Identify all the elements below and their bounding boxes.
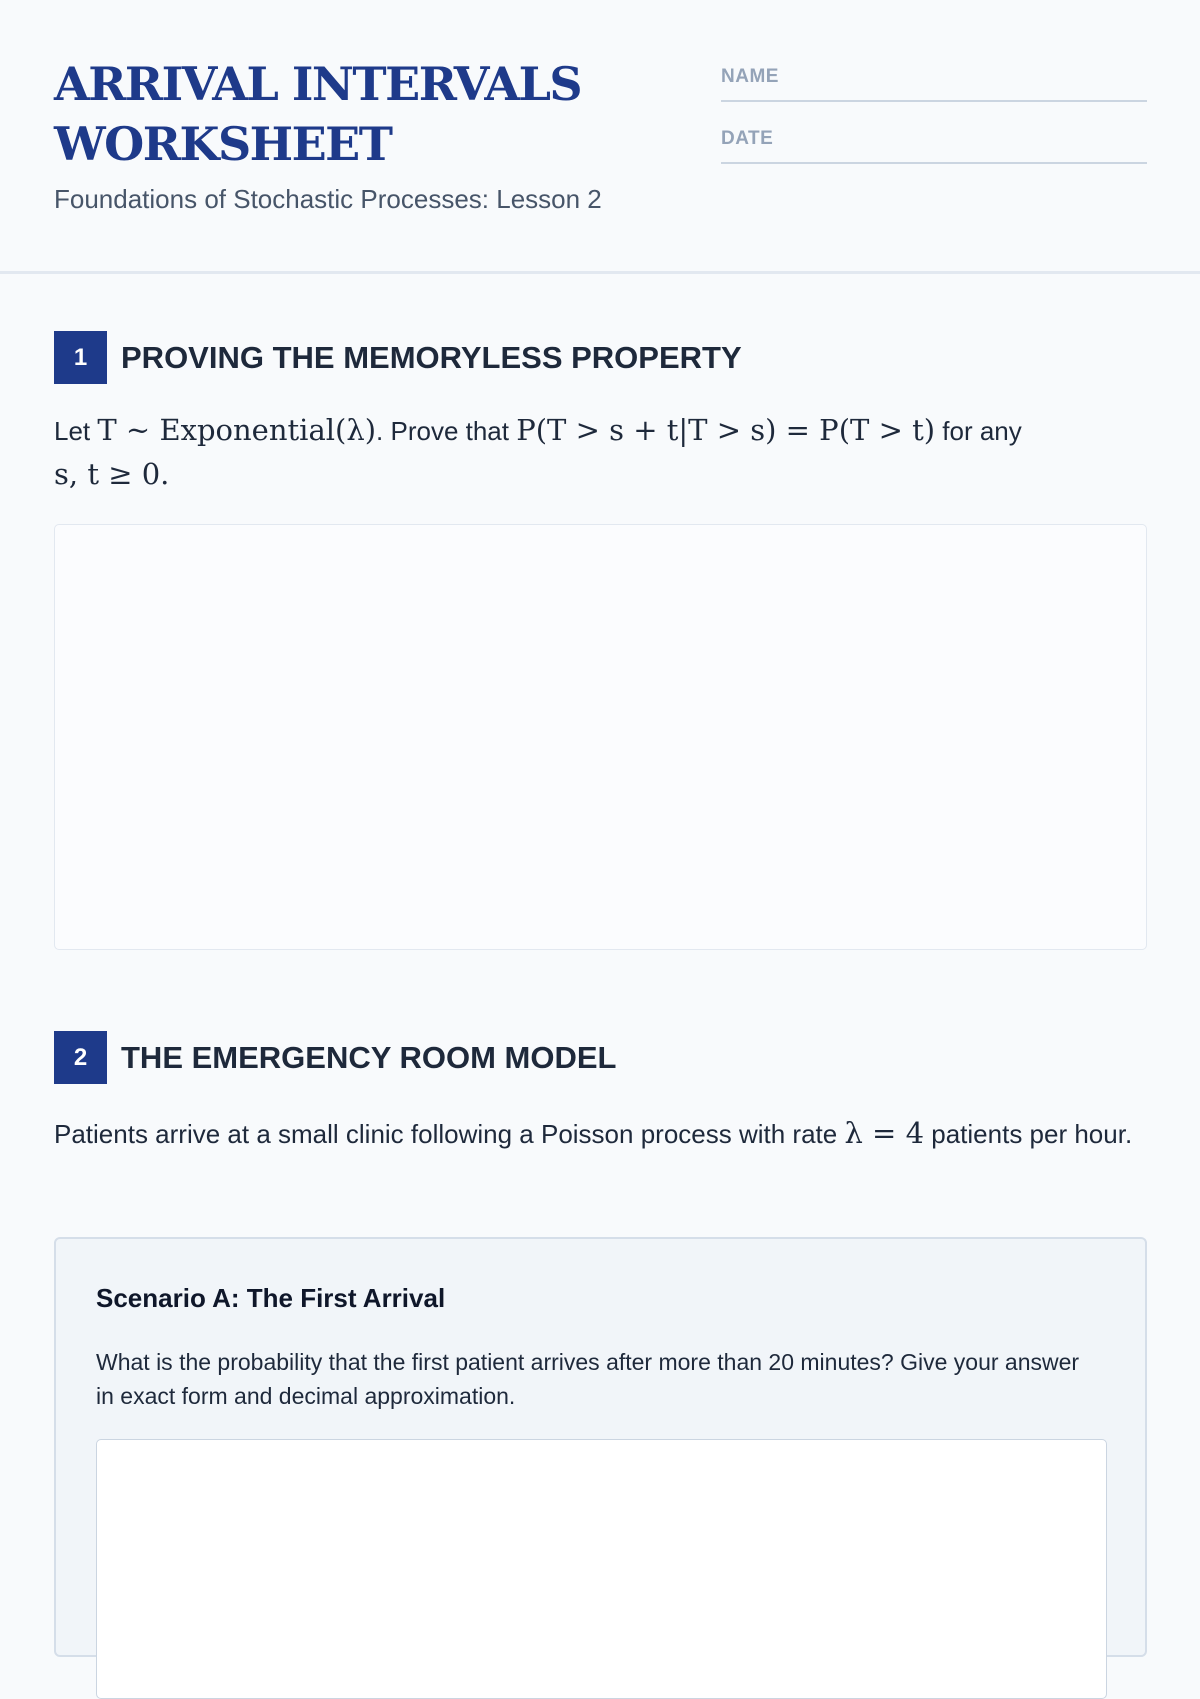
section-2-prompt [54, 1112, 1144, 1156]
math-distribution: T ~ Exponential(λ) [97, 413, 377, 447]
section-1-answer-box[interactable] [54, 524, 1147, 950]
math-domain: s, t ≥ 0. [54, 457, 170, 491]
section-1-prompt-suffix: for any [935, 416, 1022, 446]
section-2-title: THE EMERGENCY ROOM MODEL [121, 1039, 617, 1075]
date-field[interactable] [721, 124, 1147, 164]
section-1-prompt-prefix: Let [54, 416, 98, 446]
section-2-prompt-prefix: Patients arrive at a small clinic following a Poisson process with rate [54, 1119, 845, 1149]
name-label: NAME [721, 66, 779, 87]
section-1-heading [54, 331, 742, 384]
scenario-a-card [54, 1237, 1147, 1657]
section-2-number-badge: 2 [54, 1031, 107, 1084]
section-1-prompt [54, 409, 1144, 497]
name-field[interactable] [721, 62, 1147, 102]
scenario-a-question: What is the probability that the first patient arrives after more than 20 minutes? Give your answer in exact form and decimal approximation. [96, 1349, 1080, 1409]
section-2-heading [54, 1031, 616, 1084]
math-rate: λ = 4 [844, 1116, 925, 1150]
scenario-a-answer-box[interactable] [96, 1439, 1107, 1699]
section-1-prompt-middle: . Prove that [376, 416, 517, 446]
worksheet-subtitle: Foundations of Stochastic Processes: Lesson 2 [54, 184, 602, 214]
section-1-number-badge: 1 [54, 331, 107, 384]
title-line-2: WORKSHEET [54, 117, 392, 171]
math-memoryless-equation: P(T > s + t|T > s) = P(T > t) [516, 413, 936, 447]
worksheet-title [54, 54, 581, 174]
section-2-prompt-suffix: patients per hour. [924, 1119, 1133, 1149]
title-line-1: ARRIVAL INTERVALS [54, 57, 582, 111]
section-1-title: PROVING THE MEMORYLESS PROPERTY [121, 339, 742, 375]
worksheet-header [0, 0, 1200, 274]
scenario-a-title: Scenario A: The First Arrival [96, 1283, 446, 1313]
date-label: DATE [721, 128, 774, 149]
